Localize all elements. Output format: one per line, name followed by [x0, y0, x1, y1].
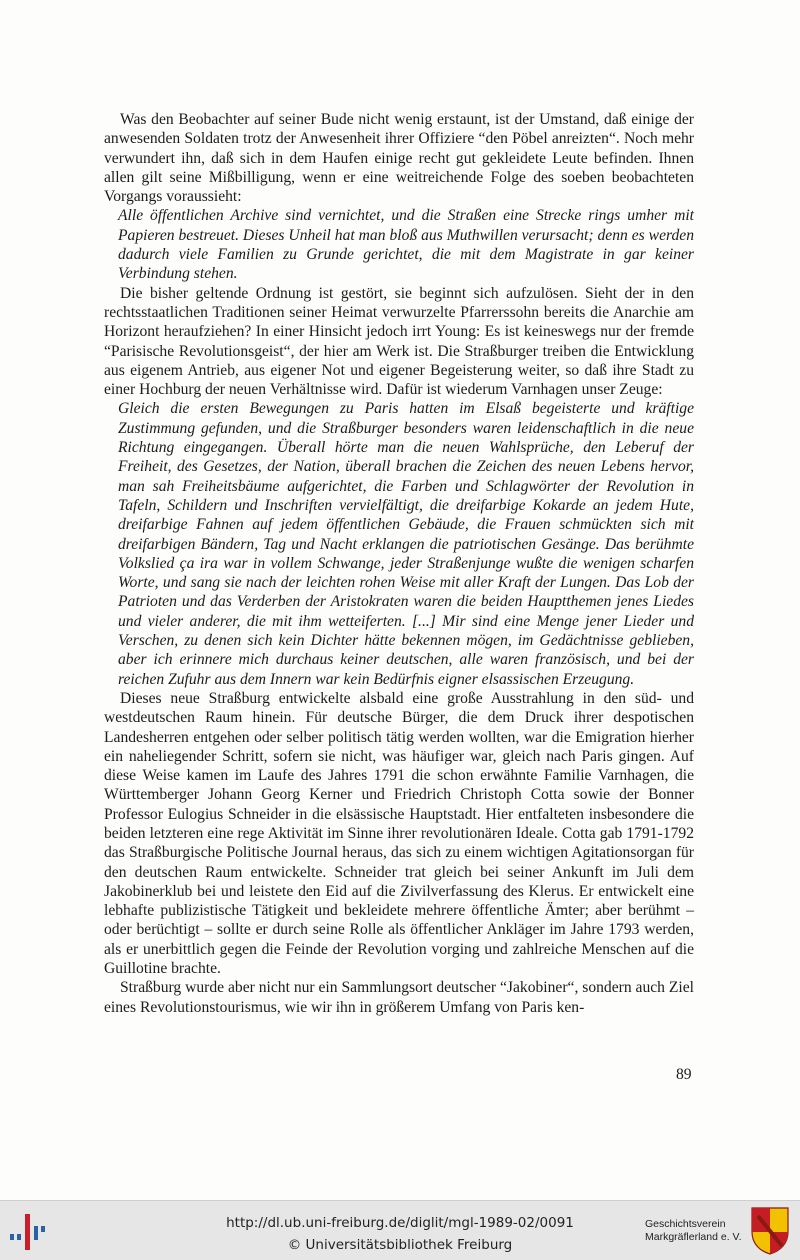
paragraph-3: Dieses neue Straßburg entwickelte alsbald eine große Ausstrahlung in den süd- und westdeutschen Raum hinein. Für deutsche Bürger, die dem Druck ihrer despotischen Landesherren entgehen oder selber politisch tätig werden wollten, war die Emigration hierher ein naheliegender Schritt, sofern sie nicht, was häufiger war, gleich nach Paris gingen. Auf diese Weise kamen im Laufe des Jahres 1791 die schon erwähnte Familie Varnhagen, die Württemberger Johann Georg Kerner und Friedrich Christoph Cotta sowie der Bonner Professor Eulogius Schneider in die elsässische Hauptstadt. Hier entfalteten insbesondere die beiden letzteren eine rege Aktivität im Sinne ihrer revolutionären Ideale. Cotta gab 1791-1792 das Straßburgische Politische Journal heraus, das sich zu einem wichtigen Agitationsorgan für den deutschen Raum entwickelte. Schneider trat gleich bei seiner Ankunft im Juli dem Jakobinerklub bei und leistete den Eid auf die Zivilverfassung des Klerus. Er entwickelt eine lebhafte publizistische Tätigkeit und bekleidete mehrere öffentliche Ämter; aber berühmt – oder berüchtigt – sollte er durch seine Rolle als öffentlicher Ankläger im Jahre 1793 werden, als er unerbittlich gegen die Feinde der Revolution vorging und zahlreiche Menschen auf die Guillotine brachte.: [104, 689, 694, 978]
page-text: [104, 110, 694, 1017]
coat-of-arms-icon[interactable]: [750, 1206, 790, 1256]
paragraph-2: Die bisher geltende Ordnung ist gestört, sie beginnt sich aufzulösen. Sieht der in den rechtsstaatlichen Traditionen seiner Heimat verwurzelte Pfarrerssohn bereits die Anarchie am Horizont heraufziehen? In einer Hinsicht jedoch irrt Young: Es ist keineswegs nur der fremde “Parisische Revolutionsgeist“, der hier am Werk ist. Die Straßburger treiben die Entwicklung aus eigenem Antrieb, aus eigener Not und eigener Begeisterung weiter, so daß ihre Stadt zu einer Hochburg der neuen Verhältnisse wird. Dafür ist wiederum Varnhagen unser Zeuge:: [104, 284, 694, 399]
paragraph-4: Straßburg wurde aber nicht nur ein Sammlungsort deutscher “Jakobiner“, sondern auch Ziel eines Revolutionstourismus, wie wir ihn in größerem Umfang von Paris ken-: [104, 979, 694, 1016]
permalink-url[interactable]: http://dl.ub.uni-freiburg.de/diglit/mgl-1989-02/0091: [226, 1215, 574, 1231]
society-name-line2: Markgräflerland e. V.: [645, 1231, 742, 1243]
quote-archives: Alle öffentlichen Archive sind vernichtet, und die Straßen eine Strecke rings umher mit Papieren bestreuet. Dieses Unheil hat man bloß aus Muthwillen verursacht; denn es werden dadurch viele Familien zu Grunde gerichtet, die mit dem Magistrate in gar keiner Verbindung stehen.: [118, 207, 694, 283]
page-number: 89: [676, 1066, 692, 1083]
society-name: [645, 1218, 742, 1244]
copyright-notice: © Universitätsbibliothek Freiburg: [287, 1237, 513, 1253]
viewer-footer: [0, 1200, 800, 1260]
society-name-line1: Geschichtsverein: [645, 1218, 726, 1230]
paragraph-1: Was den Beobachter auf seiner Bude nicht wenig erstaunt, ist der Umstand, daß einige der anwesenden Soldaten trotz der Anwesenheit ihrer Offiziere “den Pöbel anreizten“. Noch mehr verwundert ihn, daß sich in dem Haufen einige recht gut gekleidete Leute befinden. Ihnen allen gilt seine Mißbilligung, wenn er eine weitreichende Folge des soeben beobachteten Vorgangs voraussieht:: [104, 111, 694, 206]
quote-varnhagen: Gleich die ersten Bewegungen zu Paris hatten im Elsaß begeisterte und kräftige Zustimmung gefunden, und die Straßburger besonders waren leidenschaftlich in die neue Richtung eingegangen. Überall hörte man die neuen Wahlsprüche, den Leberuf der Freiheit, des Gesetzes, der Nation, überall brachen die Zeichen des neuen Lebens hervor, man sah Freiheitsbäume aufgerichtet, die Farben und Schlagwörter der Revolution in Tafeln, Schildern und Inschriften vervielfältigt, die dreifarbige Kokarde an jedem Hute, dreifarbige Fahnen auf jedem öffentlichen Gebäude, die Frauen schmückten sich mit dreifarbigen Bändern, Tag und Nacht erklangen die patriotischen Gesänge. Das berühmte Volkslied ça ira war in vollem Schwange, jeder Straßenjunge wußte die wenigen scharfen Worte, und sang sie nach der leichten rohen Weise mit aller Kraft der Lungen. Das Lob der Patrioten und das Verderben der Aristokraten waren die beiden Hauptthemen jenes Liedes und vieler anderer, die mit ihm wetteiferten. [...] Mir sind eine Menge jener Lieder und Verschen, zu denen sich kein Dichter hätte bekennen mögen, im Gedächtnisse geblieben, aber ich erinnere mich durchaus keiner deutschen, alle waren französisch, und bei der reichen Zufuhr aus dem Innern war kein Bedürfnis eigner elsassischen Erzeugung.: [118, 400, 694, 688]
